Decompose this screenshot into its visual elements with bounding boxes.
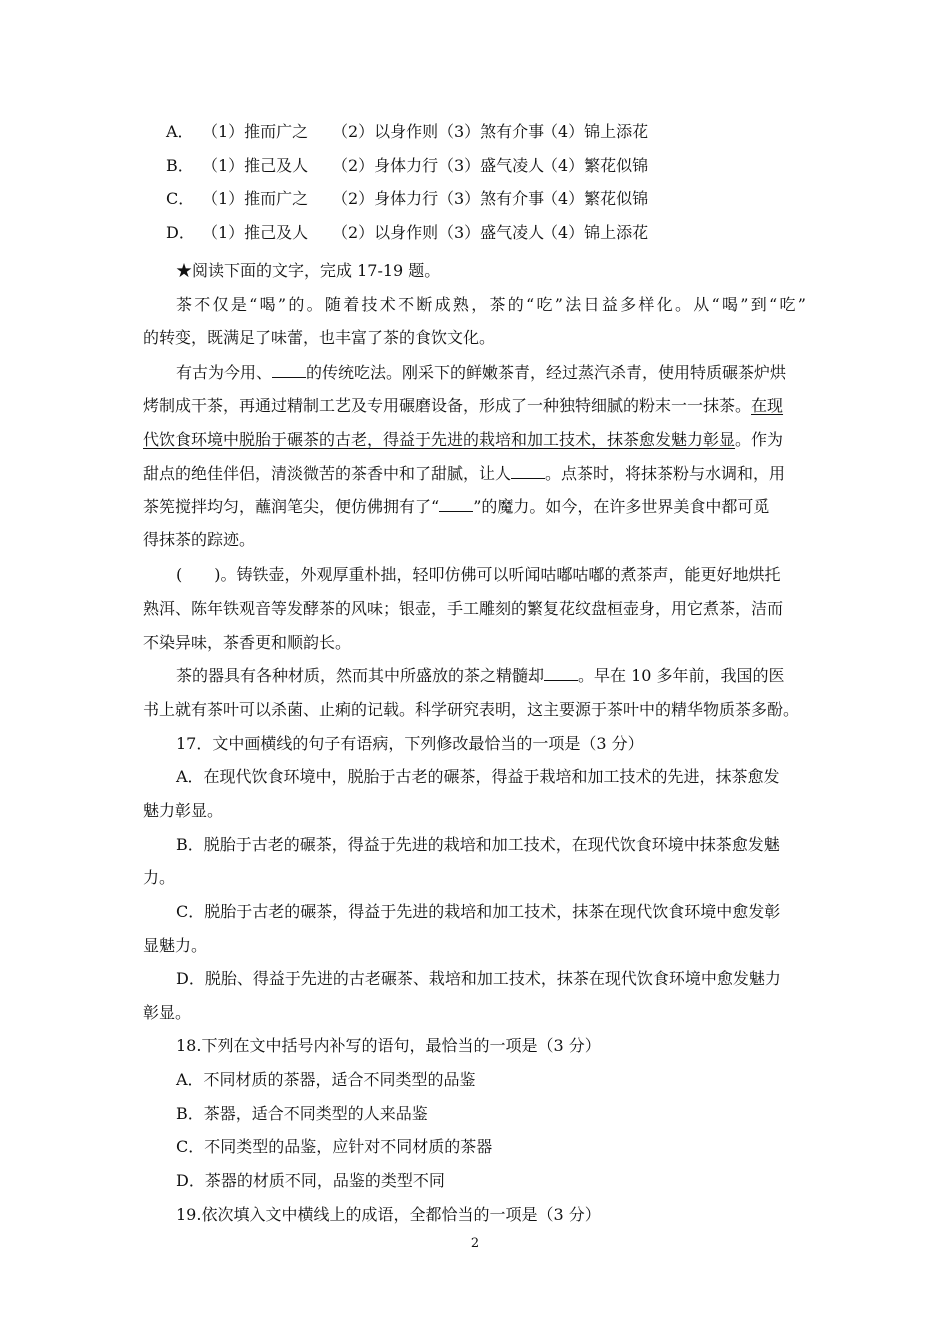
- text-segment: 茶的器具有各种材质，然而其中所盛放的茶之精髓却: [176, 666, 545, 685]
- q18-option-d: D．茶器的材质不同，品鉴的类型不同: [176, 1171, 445, 1190]
- text-segment: 烤制成干茶，再通过精制工艺及专用碾磨设备，形成了一种独特细腻的粉末一一抹茶。: [143, 396, 752, 415]
- passage-p4-line2: 书上就有茶叶可以杀菌、止痢的记载。科学研究表明，这主要源于茶叶中的精华物质茶多酚。: [143, 700, 800, 719]
- passage-p2-line2: [143, 396, 783, 416]
- option-part-2: （2）以身作则: [332, 223, 439, 242]
- option-part-3: （3）盛气凌人: [438, 156, 545, 175]
- option-part-3: （3）煞有介事: [438, 189, 545, 208]
- option-letter: A．: [166, 122, 194, 141]
- passage-p1-line2: 的转变，既满足了味蕾，也丰富了茶的食饮文化。: [143, 328, 496, 347]
- fill-blank-4: [544, 666, 578, 681]
- underlined-sentence-part: 在现: [751, 396, 784, 415]
- option-part-1: （1）推而广之: [202, 122, 309, 141]
- q18-option-a: A．不同材质的茶器，适合不同类型的品鉴: [176, 1070, 476, 1089]
- q19-stem: 19.依次填入文中横线上的成语，全都恰当的一项是（3 分）: [176, 1205, 601, 1224]
- option-part-4: （4）繁花似锦: [542, 189, 649, 208]
- passage-p3-line2: 熟洱、陈年铁观音等发酵茶的风味；银壶，手工雕刻的繁复花纹盘桓壶身，用它煮茶，洁而: [143, 599, 784, 618]
- passage-p4-line1: [176, 666, 785, 686]
- text-segment: 。早在 10 多年前，我国的医: [578, 666, 785, 685]
- reading-instruction: ★阅读下面的文字，完成 17-19 题。: [176, 261, 441, 280]
- passage-p2-line5: [143, 497, 769, 517]
- option-letter: C．: [166, 189, 195, 208]
- passage-p2-line1: [176, 363, 786, 383]
- option-part-3: （3）盛气凌人: [438, 223, 545, 242]
- q17-option-c-line1: C．脱胎于古老的碾茶，得益于先进的栽培和加工技术，抹茶在现代饮食环境中愈发彰: [176, 902, 781, 921]
- q17-option-a-line2: 魅力彰显。: [143, 801, 224, 820]
- fill-blank-3: [439, 497, 473, 512]
- text-segment: 。作为: [735, 430, 784, 449]
- fill-blank-1: [272, 363, 306, 378]
- q17-stem: 17．文中画横线的句子有语病，下列修改最恰当的一项是（3 分）: [176, 734, 644, 753]
- option-part-2: （2）身体力行: [332, 156, 439, 175]
- q18-stem: 18.下列在文中括号内补写的语句，最恰当的一项是（3 分）: [176, 1036, 601, 1055]
- option-part-1: （1）推而广之: [202, 189, 309, 208]
- q17-option-b-line2: 力。: [143, 868, 176, 887]
- q17-option-d-line2: 彰显。: [143, 1003, 192, 1022]
- passage-p3-line1: ( )。铸铁壶，外观厚重朴拙，轻叩仿佛可以听闻咕嘟咕嘟的煮茶声，能更好地烘托: [176, 565, 781, 584]
- option-part-4: （4）锦上添花: [542, 122, 649, 141]
- option-letter: B．: [166, 156, 194, 175]
- option-part-2: （2）以身作则: [332, 122, 439, 141]
- passage-p1-line1: 茶不仅是“喝”的。随着技术不断成熟，茶的“吃”法日益多样化。从“喝”到“吃”: [176, 295, 806, 314]
- option-part-4: （4）锦上添花: [542, 223, 649, 242]
- option-part-1: （1）推己及人: [202, 223, 309, 242]
- underlined-sentence-part: 代饮食环境中脱胎于碾茶的古老，得益于先进的栽培和加工技术，抹茶愈发魅力彰显: [143, 430, 736, 449]
- q17-option-d-line1: D．脱胎、得益于先进的古老碾茶、栽培和加工技术，抹茶在现代饮食环境中愈发魅力: [176, 969, 781, 988]
- page-number: 2: [470, 1236, 480, 1251]
- text-segment: 甜点的绝佳伴侣，清淡微苦的茶香中和了甜腻，让人: [143, 464, 512, 483]
- passage-p2-line6: 得抹茶的踪迹。: [143, 530, 256, 549]
- passage-p2-line3: [143, 430, 783, 450]
- text-segment: 。点茶时，将抹茶粉与水调和，用: [545, 464, 786, 483]
- passage-p3-line3: 不染异味，茶香更和顺韵长。: [143, 633, 352, 652]
- option-part-1: （1）推己及人: [202, 156, 309, 175]
- text-segment: 有古为今用、: [176, 363, 273, 382]
- text-segment: 的传统吃法。刚采下的鲜嫩茶青，经过蒸汽杀青，使用特质碾茶炉烘: [306, 363, 787, 382]
- option-part-3: （3）煞有介事: [438, 122, 545, 141]
- option-part-2: （2）身体力行: [332, 189, 439, 208]
- q18-option-b: B．茶器，适合不同类型的人来品鉴: [176, 1104, 428, 1123]
- option-letter: D．: [166, 223, 195, 242]
- q17-option-b-line1: B．脱胎于古老的碾茶，得益于先进的栽培和加工技术，在现代饮食环境中抹茶愈发魅: [176, 835, 780, 854]
- q17-option-a-line1: A．在现代饮食环境中，脱胎于古老的碾茶，得益于栽培和加工技术的先进，抹茶愈发: [176, 767, 780, 786]
- fill-blank-2: [511, 464, 545, 479]
- text-segment: 茶筅搅拌均匀，蘸润笔尖，便仿佛拥有了“: [143, 497, 440, 516]
- text-segment: ”的魔力。如今，在许多世界美食中都可觅: [473, 497, 770, 516]
- passage-p2-line4: [143, 464, 785, 484]
- q17-option-c-line2: 显魅力。: [143, 936, 208, 955]
- q18-option-c: C．不同类型的品鉴，应针对不同材质的茶器: [176, 1137, 493, 1156]
- option-part-4: （4）繁花似锦: [542, 156, 649, 175]
